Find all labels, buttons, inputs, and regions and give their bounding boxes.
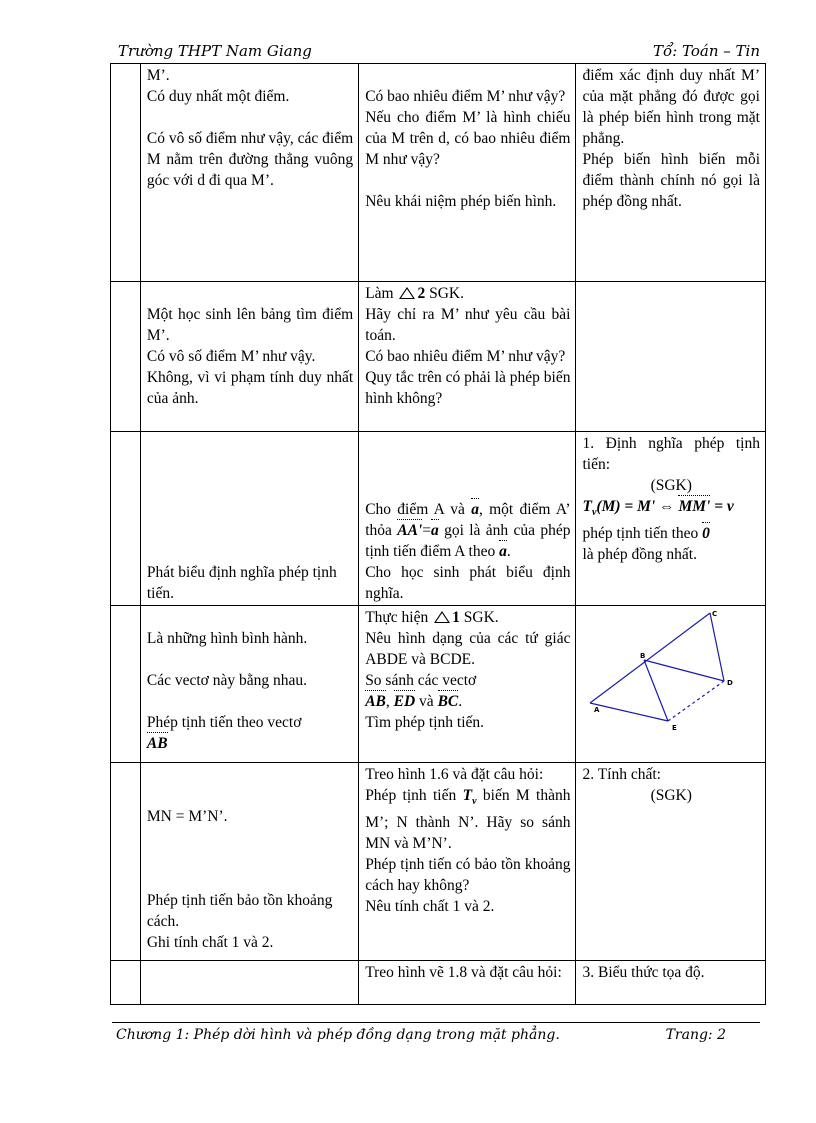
student-activity-cell (140, 961, 358, 1005)
group-name: Tổ: Toán – Tin (653, 42, 760, 60)
page-number: Trang: 2 (665, 1027, 726, 1043)
school-name: Trường THPT Nam Giang (118, 42, 312, 60)
table-row (111, 432, 766, 606)
point-e-label: E (672, 724, 678, 732)
chapter-title: Chương 1: Phép dời hình và phép đồng dạng trong mặt phẳng. (116, 1027, 560, 1043)
student-activity-cell: Một học sinh lên bảng tìm điểm M’. Có vô số điểm M’ như vậy. Không, vì vi phạm tính duy nhất của ảnh. (140, 282, 358, 432)
content-cell: điểm xác định duy nhất M’ của mặt phẳng đó được gọi là phép biến hình trong mặt phẳng. Phép biến hình biến mỗi điểm thành chính nó gọi là phép đồng nhất. (576, 64, 766, 282)
content-cell: 2. Tính chất: (SGK) (576, 763, 766, 961)
point-a-label: A (594, 706, 600, 714)
point-c-label: C (712, 610, 718, 618)
student-activity-cell: Phát biểu định nghĩa phép tịnh tiến. (140, 432, 358, 606)
teacher-activity-cell: Treo hình 1.6 và đặt câu hỏi: Phép tịnh tiến $T_v$ biến M thành M’; N thành N’. Hãy so sánh MN và M’N’. Phép tịnh tiến có bảo tồn khoảng cách hay không? Nêu tính chất 1 và 2. (359, 763, 576, 961)
table-row (111, 64, 766, 282)
student-activity-cell: MN = M’N’. Phép tịnh tiến bảo tồn khoảng cách. Ghi tính chất 1 và 2. (140, 763, 358, 961)
content-cell: 3. Biểu thức tọa độ. (576, 961, 766, 1005)
parallelogram-figure (576, 606, 748, 756)
table-row (111, 606, 766, 763)
content-cell: 1. Định nghĩa phép tịnh tiến: (SGK) $T_v(M) = M'$ ⇔ MM' = v phép tịnh tiến theo 0 là phép đồng nhất. (576, 432, 766, 606)
teacher-activity-cell: Treo hình vẽ 1.8 và đặt câu hỏi: (359, 961, 576, 1005)
footer-rule (112, 1022, 760, 1023)
page-header (112, 40, 760, 62)
student-activity-cell: M’. Có duy nhất một điểm. Có vô số điểm như vậy, các điểm M nằm trên đường thẳng vuông góc với d đi qua M’. (140, 64, 358, 282)
page-footer (116, 1027, 756, 1043)
translation-formula: $T_v(M) = M'$ ⇔ MM' = v (582, 498, 734, 519)
point-d-label: D (727, 679, 734, 687)
student-activity-cell: Là những hình bình hành. Các vectơ này bằng nhau. Phép tịnh tiến theo vectơ AB (140, 606, 358, 763)
table-row (111, 961, 766, 1005)
triangle-activity-icon (434, 611, 450, 623)
content-cell (576, 282, 766, 432)
lesson-table (110, 63, 766, 1005)
teacher-activity-cell: Có bao nhiêu điểm M’ như vậy? Nếu cho điểm M’ là hình chiếu của M trên d, có bao nhiêu điểm M như vậy? Nêu khái niệm phép biến hình. (359, 64, 576, 282)
point-b-label: B (640, 652, 646, 660)
content-cell (576, 606, 766, 763)
table-row (111, 282, 766, 432)
teacher-activity-cell: Thực hiện 1 SGK. Nêu hình dạng của các tứ giác ABDE và BCDE. So sánh các vectơ AB, ED và BC. Tìm phép tịnh tiến. (359, 606, 576, 763)
triangle-activity-icon (399, 287, 415, 299)
table-row (111, 763, 766, 961)
teacher-activity-cell: Cho điểm A và a, một điểm A’ thỏa AA'=a gọi là ảnh của phép tịnh tiến điểm A theo a. Cho học sinh phát biểu định nghĩa. (359, 432, 576, 606)
teacher-activity-cell: Làm 2 SGK. Hãy chỉ ra M’ như yêu cầu bài toán. Có bao nhiêu điểm M’ như vậy? Quy tắc trên có phải là phép biến hình không? (359, 282, 576, 432)
